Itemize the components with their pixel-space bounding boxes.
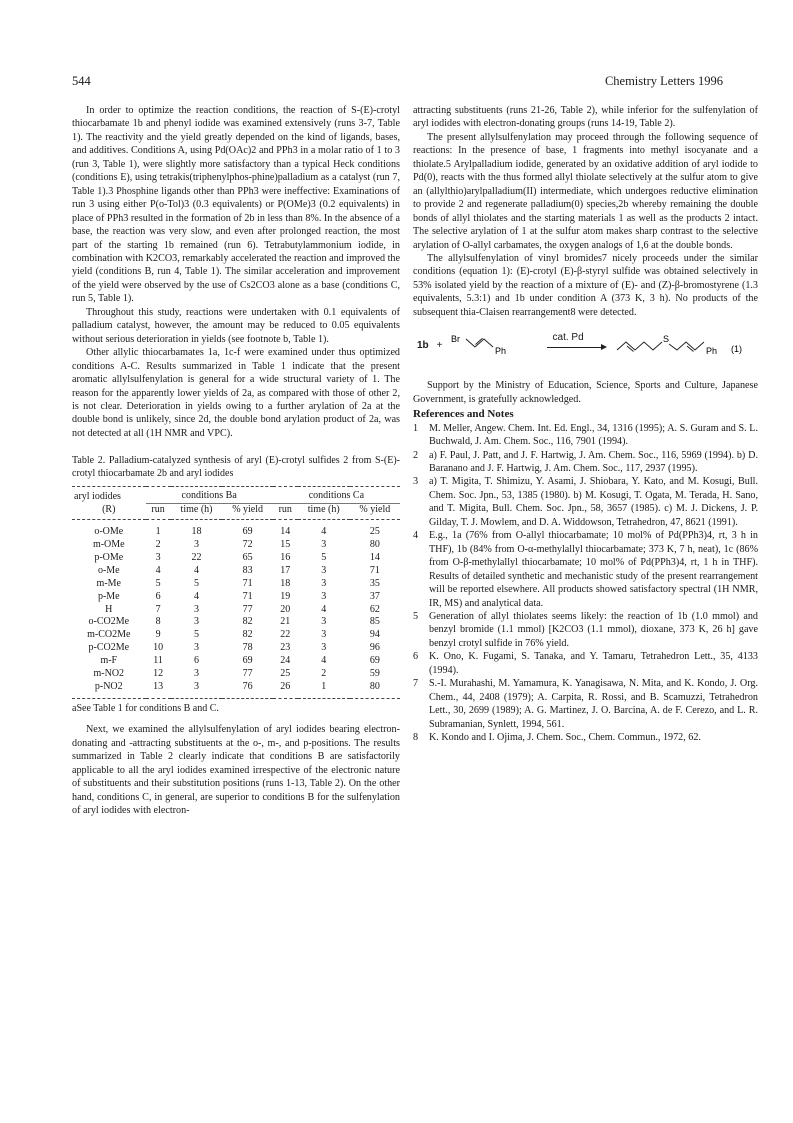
table-cell: 10 bbox=[153, 642, 164, 654]
table-cell: 3 bbox=[321, 577, 327, 589]
table-cell: 19 bbox=[280, 590, 291, 602]
table-cell: 18 bbox=[191, 526, 202, 538]
table-row bbox=[72, 616, 400, 629]
table-cell: 25 bbox=[369, 526, 380, 538]
paragraph: In order to optimize the reaction conditions, the reaction of S-(E)-crotyl thiocarbamate 1b and phenyl iodide was examined extensively (runs 3-7, Table 1). The reactivity and the yield greatly depended on the kind of ligands, bases, and additives. Conditions A, using Pd(OAc)2 and PPh3 in a molar ratio of 1 to 3 (run 3, Table 1), were slightly more satisfactory than a typical Heck conditions (conditions E), using tetrakis(triphenylphos-phine)palladium as a catalyst (run 7, Table 1).3 Phosphine ligands other than PPh3 were ineffective: Examinations of run 3 using either P(o-Tol)3 (0.3 equivalents) or P(OMe)3 (0.2 equivalents) in place of PPh3 resulted in the formation of 2b in less than 8%. In the absence of a base, the reaction was very slow, and even after prolonged reaction, the most part of the starting 1b remained (run 6). Tetrabutylammonium iodide, in combination with K2CO3, remarkably accelerated the reaction and improved the yield (conditions B, run 4, Table 1). The similar acceleration and improvement of the yield were observed by the use of Cs2CO3 alone as a base (conditions C, run 5, Table 1). bbox=[72, 105, 400, 305]
reference-text: M. Meller, Angew. Chem. Int. Ed. Engl., 34, 1316 (1995); A. S. Guram and S. L. Buchwald, J. Am. Chem. Soc., 116, 7901 (1994). bbox=[429, 422, 758, 448]
left-column bbox=[72, 104, 400, 818]
right-column bbox=[413, 104, 758, 744]
table-cell: 62 bbox=[369, 603, 380, 615]
bromostyrene-structure bbox=[451, 330, 543, 360]
table-row bbox=[72, 578, 400, 591]
table-cell: 5 bbox=[194, 629, 200, 641]
table-row bbox=[72, 565, 400, 578]
table-row bbox=[72, 642, 400, 655]
table-cell: 94 bbox=[369, 629, 380, 641]
table-cell: 3 bbox=[321, 642, 327, 654]
table-cell: 4 bbox=[321, 603, 327, 615]
reference-item bbox=[413, 650, 758, 677]
table-cell: 1 bbox=[298, 681, 350, 698]
table-cell: 5 bbox=[155, 577, 161, 589]
table-cell: 13 bbox=[146, 681, 171, 698]
reference-item bbox=[413, 529, 758, 610]
reference-text: K. Ono, K. Fugami, S. Tanaka, and Y. Tamaru, Tetrahedron Lett., 35, 4133 (1994). bbox=[429, 651, 758, 676]
col-header: time (h) bbox=[298, 504, 350, 520]
reference-text: S.-I. Murahashi, M. Yamamura, K. Yanagisawa, N. Mita, and K. Kondo, J. Org. Chem., 44, 2408 (1979); A. Carpita, R. Rossi, and B. Scamuzzi, Tetrahedron Lett., 30, 2699 (1989); A. G. Martinez, J. O. Barcina, A. de F. Cerezo, and L. R. Subramanian, Synlett, 1994, 561. bbox=[429, 678, 758, 730]
table-cell: 77 bbox=[242, 603, 253, 615]
table-row bbox=[72, 655, 400, 668]
table-cell: 23 bbox=[280, 642, 291, 654]
table-cell: 3 bbox=[194, 642, 200, 654]
table-cell: 76 bbox=[222, 681, 272, 698]
col-header: run bbox=[273, 504, 298, 520]
product-structure bbox=[613, 330, 753, 360]
table-cell: 26 bbox=[273, 681, 298, 698]
table-cell: 2 bbox=[155, 539, 161, 551]
paragraph: Other allylic thiocarbamates 1a, 1c-f were examined under thus optimized conditions A-C. Results summarized in Table 1 indicate that the present aromatic allylsulfenylation is general for a wide structural variety of 1. The reason for the apparently lower yields of 2a, as compared with those of other 2, is not clear. Deterioration in yields owing to a further arylation of 2a at the double bond is unlikely, since 2d, the double bond arylation product of 2a, was not detected at all (1H NMR and VPC). bbox=[72, 347, 400, 439]
table-cell: 6 bbox=[155, 590, 161, 602]
table-cell: 59 bbox=[369, 668, 380, 680]
reference-number: 6 bbox=[413, 651, 419, 663]
table-row bbox=[72, 591, 400, 604]
table-cell: 21 bbox=[280, 616, 291, 628]
table-cell: m-OMe bbox=[92, 539, 125, 551]
table-cell: 78 bbox=[242, 642, 253, 654]
table-cell: 14 bbox=[280, 526, 291, 538]
table-cell: p-CO2Me bbox=[88, 642, 130, 654]
reaction-arrow bbox=[543, 331, 613, 359]
reference-number: 1 bbox=[413, 422, 419, 434]
table-cell: 6 bbox=[194, 655, 200, 667]
eq-ph2-label: Ph bbox=[705, 346, 717, 357]
reference-number: 2 bbox=[413, 449, 419, 461]
catalyst-label: cat. Pd bbox=[552, 332, 584, 344]
table-cell: 22 bbox=[280, 629, 291, 641]
reference-item bbox=[413, 677, 758, 731]
table-cell: 37 bbox=[369, 590, 380, 602]
table-cell: 71 bbox=[242, 590, 253, 602]
table-cell: 3 bbox=[194, 668, 200, 680]
table-row bbox=[72, 520, 400, 539]
reference-text: Generation of allyl thiolates seems likely: the reaction of 1b (1.0 mmol) and benzyl bromide (1.1 mmol) [K2CO3 (1.1 mmol), dioxane, 373 K, 26 h] gave benzyl crotyl sulfide in 76% yield. bbox=[429, 610, 758, 649]
reference-number: 8 bbox=[413, 732, 419, 744]
table-footnote: aSee Table 1 for conditions B and C. bbox=[72, 702, 219, 714]
table-cell: H bbox=[105, 603, 113, 615]
col-header: conditions Ba bbox=[146, 487, 273, 504]
table-cell: 5 bbox=[194, 577, 200, 589]
table-cell: 80 bbox=[369, 539, 380, 551]
table-cell: 71 bbox=[369, 564, 380, 576]
acknowledgement: Support by the Ministry of Education, Science, Sports and Culture, Japanese Government, is gratefully acknowledged. bbox=[413, 380, 758, 405]
col-header: time (h) bbox=[171, 504, 223, 520]
table-cell: 77 bbox=[242, 668, 253, 680]
table-caption: Table 2. Palladium-catalyzed synthesis of aryl (E)-crotyl sulfides 2 from S-(E)-crotyl thiocarbamate 2b and aryl iodides bbox=[72, 455, 400, 480]
table-cell: 4 bbox=[321, 655, 327, 667]
reference-item bbox=[413, 731, 758, 744]
table-cell: 3 bbox=[321, 590, 327, 602]
col-header: run bbox=[146, 504, 171, 520]
table-cell: 82 bbox=[242, 629, 253, 641]
reference-text: K. Kondo and I. Ojima, J. Chem. Soc., Chem. Commun., 1972, 62. bbox=[429, 732, 701, 744]
reference-number: 7 bbox=[413, 678, 419, 690]
table-cell: 22 bbox=[191, 551, 202, 563]
table-cell: 71 bbox=[242, 577, 253, 589]
table-cell: 69 bbox=[242, 526, 253, 538]
page-number: 544 bbox=[72, 74, 91, 88]
table-cell: 69 bbox=[242, 655, 253, 667]
reference-number: 5 bbox=[413, 610, 419, 622]
eq-s-label: S bbox=[662, 334, 669, 345]
table-cell: m-Me bbox=[96, 577, 121, 589]
table-cell: 3 bbox=[194, 539, 200, 551]
table-cell: 4 bbox=[194, 590, 200, 602]
table-cell: 12 bbox=[153, 668, 164, 680]
table-cell: p-OMe bbox=[94, 551, 124, 563]
table-cell: 3 bbox=[155, 551, 161, 563]
eq-br-label: Br bbox=[450, 334, 460, 345]
table-cell: 83 bbox=[242, 564, 253, 576]
table-cell: m-CO2Me bbox=[87, 629, 131, 641]
table-row bbox=[72, 604, 400, 617]
paragraph: Next, we examined the allylsulfenylation of aryl iodides bearing electron-donating and -attracting substituents at the o-, m-, and p-positions. The results summarized in Table 2 clearly indicate that conditions B are satisfactorily applicable to all the aryl iodides examined irrespective of the electronic nature of substituents and their substitution positions (runs 1-13, Table 2). On the other hand, conditions C, in general, are superior to conditions B for the sulfenylation of aryl iodides with electron- bbox=[72, 724, 400, 817]
eq-plus: + bbox=[436, 339, 443, 351]
results-table bbox=[72, 486, 400, 699]
table-cell: 3 bbox=[321, 629, 327, 641]
reference-text: E.g., 1a (76% from O-allyl thiocarbamate; 10 mol% of Pd(PPh3)4, rt, 3 h in THF), 1b (84% from O-α-methylallyl thiocarbamate; 373 K, 7 h, neat), 1c (86% from O-β-methylallyl thiocarbamate; 10 mol% of Pd(PPh3)4, rt, 1 h in THF). Results of detailed synthetic and mechanistic study of the present rearrangement will be reported elsewhere. All products showed satisfactory spectral (1H NMR, IR, MS) and analytical data. bbox=[429, 530, 758, 609]
table-cell: 85 bbox=[369, 616, 380, 628]
reference-item bbox=[413, 475, 758, 529]
table-cell: 4 bbox=[321, 526, 327, 538]
paragraph: The allylsulfenylation of vinyl bromides7 nicely proceeds under the similar conditions (equation 1): (E)-crotyl (E)-β-styryl sulfide was obtained selectively in 53% isolated yield by the reaction of a mixture of (E)- and (Z)-β-bromostyrene (1.3 equivalents, 5.3:1) and 1b under condition A (373 K, 3 h). No products of the subsequent thia-Claisen rearrangement8 were detected. bbox=[413, 252, 758, 318]
table-cell: p-Me bbox=[97, 590, 120, 602]
table-cell: 14 bbox=[369, 551, 380, 563]
table-cell: 17 bbox=[280, 564, 291, 576]
table-cell: 35 bbox=[369, 577, 380, 589]
table-cell: 4 bbox=[194, 564, 200, 576]
col-header: (R) bbox=[72, 504, 146, 520]
table-cell: 4 bbox=[155, 564, 161, 576]
table-cell: 3 bbox=[194, 603, 200, 615]
reference-text: a) F. Paul, J. Patt, and J. F. Hartwig, J. Am. Chem. Soc., 116, 5969 (1994). b) D. Baranano and J. F. Hartwig, J. Am. Chem. Soc., 117, 2937 (1995). bbox=[429, 449, 758, 474]
table-cell: o-CO2Me bbox=[88, 616, 130, 628]
reference-text: a) T. Migita, T. Shimizu, Y. Asami, J. Shiobara, Y. Kato, and M. Kosugi, Bull. Chem. Soc. Jpn., 53, 1385 (1980). b) M. Kosugi, T. Ogata, M. Terada, H. Sano, and T. Migita, Bull. Chem. Soc. Jpn., 58, 3657 (1985). c) M. J. Dickens, J. P. Gilday, T. J. Mowlem, and D. A. Widdowson, Tetrahedron, 47, 8621 (1991). bbox=[429, 476, 758, 528]
reaction-equation bbox=[413, 325, 758, 365]
table-cell: 2 bbox=[321, 668, 327, 680]
table-cell: o-Me bbox=[97, 564, 120, 576]
table-cell: 7 bbox=[155, 603, 161, 615]
journal-title: Chemistry Letters 1996 bbox=[604, 74, 723, 88]
paragraph: attracting substituents (runs 21-26, Table 2), while inferior for the sulfenylation of aryl iodides with electron-donating groups (runs 14-19, Table 2). bbox=[413, 105, 758, 130]
table-cell: p-NO2 bbox=[72, 681, 146, 698]
table-cell: 3 bbox=[321, 616, 327, 628]
table-cell: 25 bbox=[280, 668, 291, 680]
table-cell: 5 bbox=[321, 551, 327, 563]
table-row bbox=[72, 629, 400, 642]
paragraph: The present allylsulfenylation may proceed through the following sequence of reactions: In the presence of base, 1 fragments into methyl isocyanate and a thiolate.5 Arylpalladium iodide, generated by an oxidative addition of aryl iodide to Pd(0), reacts with the thus formed allyl thiolate selectively at the sulfur atom to give an (allylthio)arylpalladium(II) intermediate, which undergoes reductive elimination to provide 2 and regenerate palladium(0) species,2b whereby remaining the double bonds of allyl thiolates and the starting materials 1 as well as the products 2 intact. The selective arylation of 1 at the sulfur atom makes sharp contrast to the selective arylation of O-allyl carbamates, the oxygen analogs of 1,6 at the double bonds. bbox=[413, 131, 758, 251]
table-cell: 20 bbox=[280, 603, 291, 615]
table-cell: 8 bbox=[155, 616, 161, 628]
reference-item bbox=[413, 422, 758, 449]
references-heading: References and Notes bbox=[413, 408, 514, 421]
table-row bbox=[72, 539, 400, 552]
table-cell: m-F bbox=[100, 655, 118, 667]
table-cell: 9 bbox=[155, 629, 161, 641]
col-header: % yield bbox=[222, 504, 272, 520]
table-cell: 3 bbox=[321, 539, 327, 551]
table-cell: o-OMe bbox=[94, 526, 124, 538]
table-row bbox=[72, 552, 400, 565]
table-cell: 72 bbox=[242, 539, 253, 551]
table-cell: 3 bbox=[171, 681, 223, 698]
table-row bbox=[72, 668, 400, 681]
table-row bbox=[72, 681, 400, 698]
col-header: % yield bbox=[350, 504, 400, 520]
table-cell: m-NO2 bbox=[93, 668, 125, 680]
table-cell: 24 bbox=[280, 655, 291, 667]
table-cell: 16 bbox=[280, 551, 291, 563]
table-cell: 1 bbox=[155, 526, 161, 538]
reference-number: 4 bbox=[413, 530, 419, 542]
reference-number: 3 bbox=[413, 476, 419, 488]
table-cell: 15 bbox=[280, 539, 291, 551]
table-cell: 3 bbox=[194, 616, 200, 628]
reference-item bbox=[413, 449, 758, 476]
paragraph: Throughout this study, reactions were undertaken with 0.1 equivalents of palladium catalyst, however, the amount may be reduced to 0.05 equivalents without serious deterioration in yields (see footnote b, Table 1). bbox=[72, 306, 400, 345]
table-cell: 18 bbox=[280, 577, 291, 589]
table-cell: 69 bbox=[369, 655, 380, 667]
table-cell: 11 bbox=[153, 655, 163, 667]
table-cell: 80 bbox=[350, 681, 400, 698]
eq-number: (1) bbox=[730, 344, 742, 355]
eq-ph-label: Ph bbox=[494, 346, 506, 357]
reference-list bbox=[413, 422, 758, 745]
col-header: aryl iodides bbox=[72, 487, 146, 504]
table-cell: 82 bbox=[242, 616, 253, 628]
eq-reactant: 1b bbox=[417, 339, 429, 351]
table-cell: 96 bbox=[369, 642, 380, 654]
col-header: conditions Ca bbox=[273, 487, 400, 504]
reference-item bbox=[413, 610, 758, 650]
table-cell: 65 bbox=[242, 551, 253, 563]
table-cell: 3 bbox=[321, 564, 327, 576]
